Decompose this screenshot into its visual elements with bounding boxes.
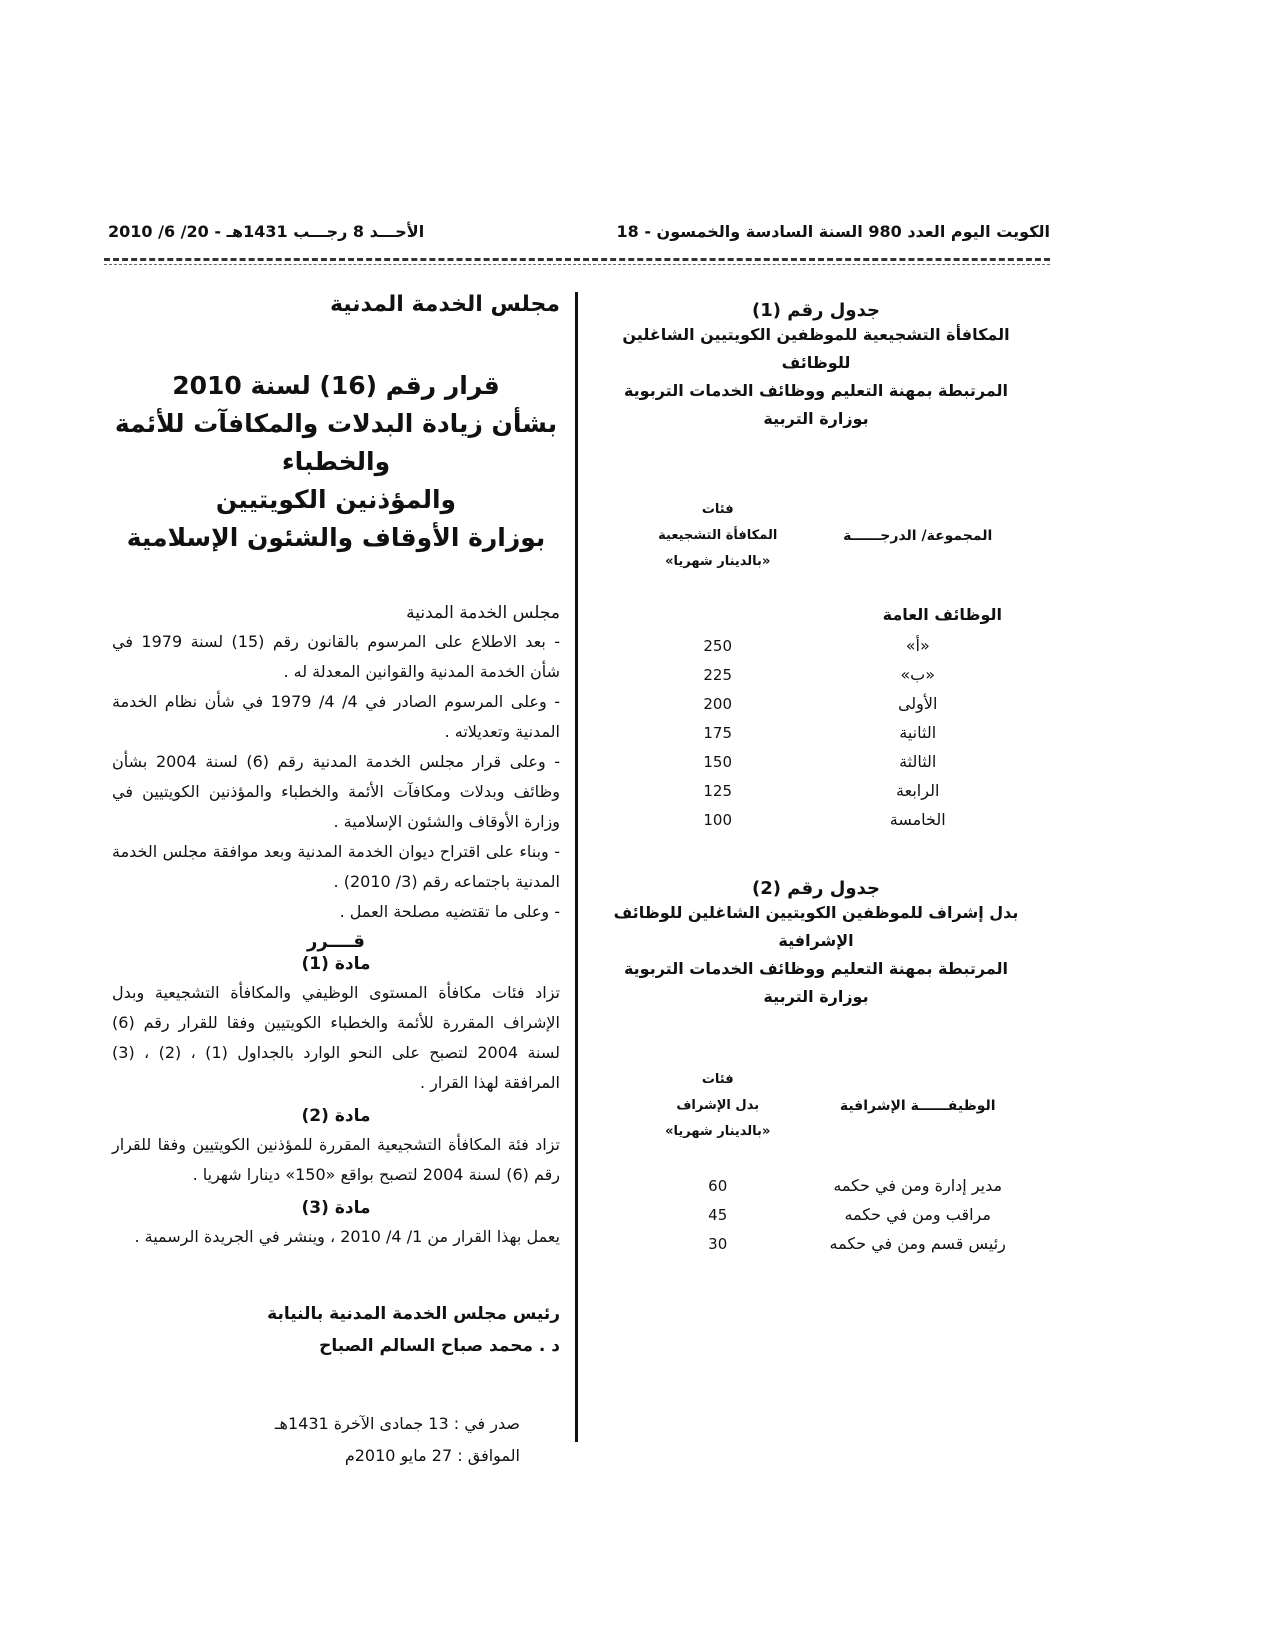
value-cell: 150 — [703, 752, 733, 771]
table1-group-row — [632, 597, 1032, 631]
header-line: «بالدينار شهريا» — [665, 554, 771, 569]
council-subheading: مجلس الخدمة المدنية — [406, 603, 560, 623]
grade-cell: الثانية — [899, 723, 937, 742]
issue-date-block — [112, 1408, 560, 1472]
group-label: الوظائف العامة — [882, 604, 1002, 624]
table2-title-line: المرتبطة بمهنة التعليم ووظائف الخدمات التربوية بوزارة التربية — [623, 959, 1009, 1006]
column-divider — [575, 292, 578, 1442]
grade-cell: «أ» — [905, 636, 930, 655]
signatory-name: د . محمد صباح السالم الصباح — [319, 1336, 560, 1356]
header-line: فئات — [701, 502, 734, 517]
issued-hijri: صدر في : 13 جمادى الآخرة 1431هـ — [274, 1414, 520, 1433]
title-line: بشأن زيادة البدلات والمكافآت للأئمة والخطباء — [114, 409, 558, 476]
header-divider — [104, 258, 1050, 261]
table1-col-b-header — [632, 497, 803, 575]
article-heading: مادة (3) — [301, 1198, 371, 1218]
grade-cell: الرابعة — [896, 781, 940, 800]
grade-cell: الثالثة — [899, 752, 937, 771]
table1-title-line: المكافأة التشجيعية للموظفين الكويتيين الشاغلين للوظائف — [622, 325, 1010, 372]
table1 — [632, 497, 1032, 834]
table-row — [632, 631, 1032, 660]
value-cell: 175 — [703, 723, 733, 742]
value-cell: 45 — [708, 1205, 728, 1224]
date-header: الأحـــد 8 رجـــب 1431هـ - 20/ 6/ 2010 — [108, 222, 425, 241]
decision-column — [112, 292, 560, 1472]
value-cell: 30 — [708, 1234, 728, 1253]
table-row — [632, 747, 1032, 776]
table2 — [632, 1067, 1032, 1258]
preamble-clause: - وعلى ما تقتضيه مصلحة العمل . — [339, 902, 560, 921]
header-divider-thin — [104, 264, 1050, 265]
value-cell: 200 — [703, 694, 733, 713]
header-line: المكافأة التشجيعية — [658, 528, 778, 543]
value-cell: 250 — [703, 636, 733, 655]
header-line: «بالدينار شهريا» — [665, 1124, 771, 1139]
job-cell: رئيس قسم ومن في حكمه — [829, 1234, 1006, 1253]
table2-col-a-header: الوظيفــــــة الإشرافية — [839, 1098, 996, 1114]
table1-title-line: المرتبطة بمهنة التعليم ووظائف الخدمات التربوية بوزارة التربية — [623, 381, 1009, 428]
preamble-clause: - وعلى قرار مجلس الخدمة المدنية رقم (6) لسنة 2004 بشأن وظائف وبدلات ومكافآت الأئمة والخطباء والمؤذنين الكويتيين في وزارة الأوقاف والشئون الإسلامية . — [112, 752, 561, 831]
job-cell: مدير إدارة ومن في حكمه — [833, 1176, 1003, 1195]
decided-heading: قــــرر — [307, 931, 365, 952]
table-row — [632, 1171, 1032, 1200]
value-cell: 125 — [703, 781, 733, 800]
table2-number: جدول رقم (2) — [752, 878, 880, 899]
title-line: والمؤذنين الكويتيين — [215, 485, 457, 514]
table1-col-a-header: المجموعة/ الدرجــــــة — [843, 528, 993, 544]
grade-cell: «ب» — [900, 665, 936, 684]
table-row — [632, 1200, 1032, 1229]
job-cell: مراقب ومن في حكمه — [844, 1205, 991, 1224]
table1-number: جدول رقم (1) — [752, 300, 880, 321]
grade-cell: الخامسة — [889, 810, 946, 829]
tables-column — [600, 300, 1032, 1258]
title-line: بوزارة الأوقاف والشئون الإسلامية — [126, 523, 546, 552]
table-row — [632, 718, 1032, 747]
value-cell: 225 — [703, 665, 733, 684]
header-line: بدل الإشراف — [676, 1098, 760, 1113]
article-heading: مادة (1) — [301, 954, 371, 974]
article-heading: مادة (2) — [301, 1106, 371, 1126]
preamble-clause: - وبناء على اقتراح ديوان الخدمة المدنية وبعد موافقة مجلس الخدمة المدنية باجتماعه رقم (3/ 2010) . — [112, 842, 560, 891]
article-body: تزاد فئات مكافأة المستوى الوظيفي والمكافأة التشجيعية وبدل الإشراف المقررة للأئمة والخطباء الكويتيين وفقا للقرار رقم (6) لسنة 2004 لتصبح على النحو الوارد بالجداول (1) ، (2) ، (3) المرافقة لهذا القرار . — [112, 983, 561, 1092]
issued-gregorian: الموافق : 27 مايو 2010م — [344, 1446, 520, 1465]
header-line: فئات — [701, 1072, 734, 1087]
table-row — [632, 776, 1032, 805]
signatory-title: رئيس مجلس الخدمة المدنية بالنيابة — [267, 1304, 560, 1324]
table-row — [632, 805, 1032, 834]
table2-col-b-header — [632, 1067, 803, 1145]
grade-cell: الأولى — [897, 694, 938, 713]
decision-title — [112, 367, 560, 557]
title-line: قرار رقم (16) لسنة 2010 — [172, 371, 500, 400]
table2-header-row — [632, 1067, 1032, 1145]
table-row — [632, 689, 1032, 718]
council-heading: مجلس الخدمة المدنية — [329, 292, 560, 317]
value-cell: 100 — [703, 810, 733, 829]
article-body: يعمل بهذا القرار من 1/ 4/ 2010 ، وينشر في الجريدة الرسمية . — [134, 1227, 560, 1246]
value-cell: 60 — [708, 1176, 728, 1195]
table1-header-row — [632, 497, 1032, 575]
preamble-clause: - بعد الاطلاع على المرسوم بالقانون رقم (15) لسنة 1979 في شأن الخدمة المدنية والقوانين المعدلة له . — [112, 632, 561, 681]
signature-block — [112, 1298, 560, 1362]
article-body: تزاد فئة المكافأة التشجيعية المقررة للمؤذنين الكويتيين وفقا للقرار رقم (6) لسنة 2004 لتصبح بواقع «150» دينارا شهريا . — [112, 1135, 560, 1184]
table2-title-line: بدل إشراف للموظفين الكويتيين الشاغلين للوظائف الإشرافية — [613, 903, 1019, 950]
preamble-clause: - وعلى المرسوم الصادر في 4/ 4/ 1979 في شأن نظام الخدمة المدنية وتعديلاته . — [112, 692, 560, 741]
table-row — [632, 1229, 1032, 1258]
issue-header: الكويت اليوم العدد 980 السنة السادسة والخمسون - 18 — [616, 222, 1050, 241]
table-row — [632, 660, 1032, 689]
